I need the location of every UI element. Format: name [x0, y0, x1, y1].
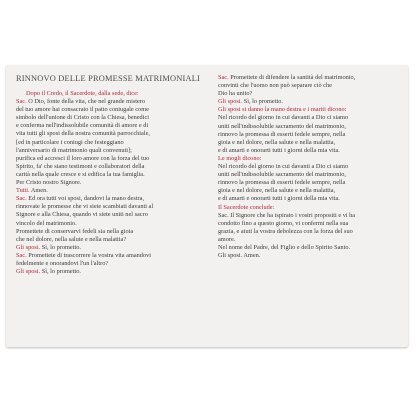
- text-line: l'anniversario di matrimonio quali convenuti];: [16, 146, 132, 154]
- text-line: gioia e nel dolore, nella salute e nella malattia,: [218, 187, 336, 195]
- text-line: e di amarti e onorarti tutti i giorni della mia vita.: [218, 195, 340, 203]
- text-line: Nel nome del Padre, del Figlio e dello Spirito Santo.: [218, 243, 351, 251]
- text-line: purifica ed accresci il loro amore con la forza del tuo: [16, 154, 150, 162]
- rubric-line: Le mogli dicono:: [218, 154, 262, 162]
- rubric-line: Il Sacerdote conclude:: [218, 203, 275, 211]
- text-line: Sac. Il Signore che ha ispirato i vostri propositi e vi ha: [218, 211, 356, 219]
- text-line: carità nella quale cresce e si edifica la tua famiglia.: [16, 170, 145, 178]
- text-line: [16, 252, 206, 260]
- rubric-line: Dopo il Credo, il Sacerdote, dalla sede, dice:: [26, 90, 139, 97]
- text-line: Nel ricordo del giorno in cui davanti a Dio ci siamo: [218, 114, 349, 122]
- text-line: simbolo dell'unione di Cristo con la Chiesa, benedici: [16, 114, 149, 122]
- speaker-label: Tutti.: [16, 187, 30, 195]
- text-line: fedelmente e onorandovi l'un l'altro?: [16, 259, 109, 267]
- text-line: gioia e nel dolore, nella salute e nella malattia,: [218, 138, 336, 146]
- text-line: [218, 98, 401, 106]
- text-line: che nel dolore, nella salute e nella malattia?: [16, 235, 127, 243]
- text-line: [16, 187, 206, 195]
- speaker-label: Gli sposi.: [218, 98, 243, 106]
- speaker-label: Sac.: [16, 98, 27, 106]
- text-line: [16, 268, 206, 276]
- document-title: RINNOVO DELLE PROMESSE MATRIMONIALI: [16, 74, 201, 83]
- speaker-label: Gli sposi.: [16, 268, 41, 276]
- text-line: Dio ha unito?: [218, 90, 253, 98]
- line-text: Ed ora tutti voi sposi, dandovi la mano destra,: [28, 195, 145, 203]
- text-line: convinti che l'uomo non può separare ciò che: [218, 82, 332, 90]
- text-line: Gli sposi. Amen.: [218, 252, 261, 260]
- text-line: uniti nell'indissolubile sacramento del matrimonio,: [218, 122, 346, 130]
- line-text: Amen.: [30, 187, 48, 195]
- speaker-label: Sac.: [16, 251, 27, 259]
- speaker-label: Gli sposi.: [16, 243, 41, 251]
- text-line: [ed in particolare i coniugi che festeggiano: [16, 138, 124, 146]
- right-column: [218, 74, 401, 260]
- text-line: Promettete di conservarvi fedeli sia nella gioia: [16, 227, 134, 235]
- prayer-card: [6, 65, 408, 347]
- text-line: vincolo del matrimonio.: [16, 219, 77, 227]
- line-text: Sì, lo prometto.: [41, 268, 81, 276]
- text-line: e di amarti e onorarti tutti i giorni della mia vita.: [218, 146, 340, 154]
- line-text: O Dio, fonte della vita, che nel grande mistero: [28, 98, 146, 106]
- text-line: amore.: [218, 235, 236, 243]
- text-line: del tuo amore hai consacrato il patto coniugale come: [16, 106, 149, 114]
- text-line: grazia, e aiuti la vostra debolezza con la forza del suo: [218, 227, 353, 235]
- speaker-label: Sac.: [16, 195, 27, 203]
- text-line: condotto fino a questo giorno, vi confermi nella sua: [218, 219, 349, 227]
- text-line: Signore e alla Chiesa, quando vi siete uniti nel sacro: [16, 211, 148, 219]
- text-line: [16, 244, 206, 252]
- text-line: vita tutti gli sposi della nostra comunità parrocchiale,: [16, 130, 150, 138]
- text-line: e conferma nell'indissolubile comunità di amore e di: [16, 122, 149, 130]
- text-line: [16, 195, 206, 203]
- text-line: uniti nell'indissolubile sacramento del matrimonio,: [218, 171, 346, 179]
- line-text: Sì, lo prometto.: [243, 98, 283, 106]
- text-line: Spirito, fa' che siano testimoni e collaboratori della: [16, 162, 145, 170]
- text-line: rinnovo la promessa di esserti fedele sempre, nella: [218, 130, 346, 138]
- speaker-label: Sac.: [218, 74, 229, 81]
- text-line: [218, 74, 401, 82]
- text-line: rinnovo la promessa di esserti fedele sempre, nella: [218, 179, 346, 187]
- line-text: Sì, lo prometto.: [41, 243, 81, 251]
- text-line: [16, 98, 206, 106]
- left-column: [16, 74, 206, 276]
- line-text: Promettete di trascorrere la vostra vita amandovi: [28, 251, 151, 259]
- text-line: rinnovate le promesse che vi siete scambiati davanti al: [16, 203, 154, 211]
- text-line: Per Cristo nostro Signore.: [16, 179, 82, 187]
- text-line: Nel ricordo del giorno in cui davanti a Dio ci siamo: [218, 163, 349, 171]
- line-text: Promettete di difendere la santità del matrimonio,: [230, 74, 356, 81]
- rubric-line: Gli sposi si danno la mano destra e i mariti dicono:: [218, 106, 347, 114]
